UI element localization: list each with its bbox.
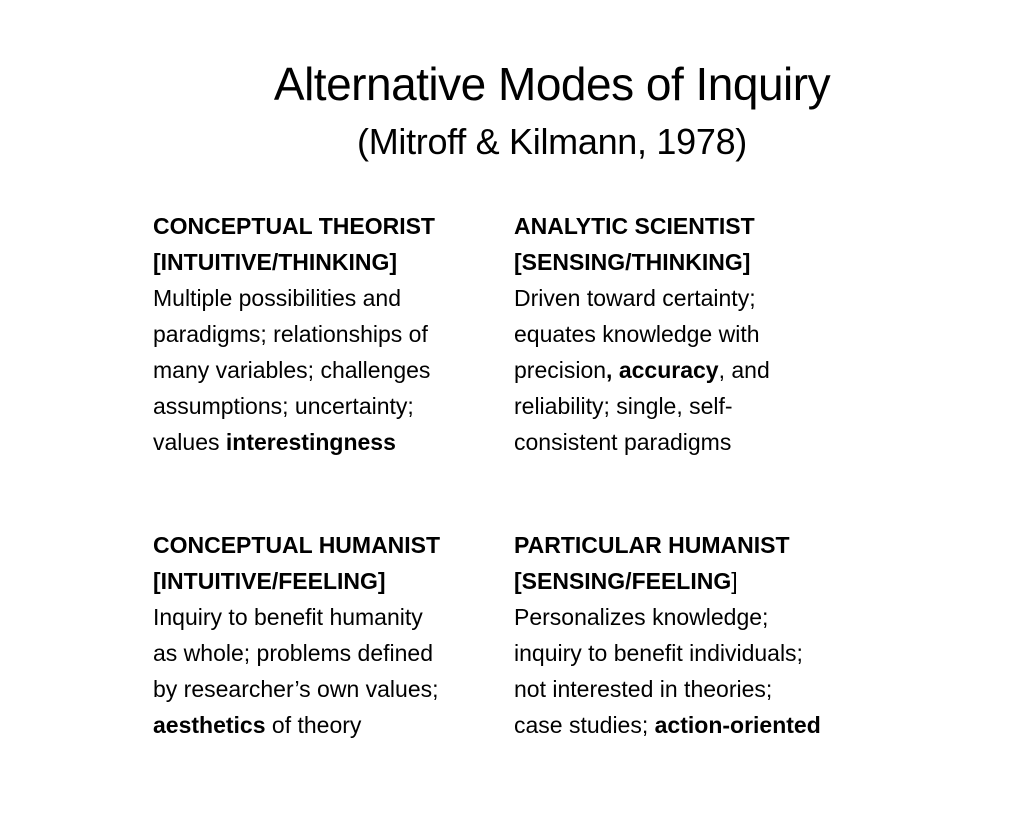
body-line-suffix: of theory [265,712,362,738]
body-line: many variables; challenges [153,357,431,383]
quadrant-type: [INTUITIVE/FEELING] [153,568,386,594]
body-emphasis: , accuracy [606,357,719,383]
type-close-bracket: ] [731,568,738,594]
quadrant-analytic-scientist [514,208,874,460]
quadrant-heading: ANALYTIC SCIENTIST [514,213,755,239]
body-line: reliability; single, self- [514,393,733,419]
body-line: inquiry to benefit individuals; [514,640,803,666]
quadrant-heading: CONCEPTUAL HUMANIST [153,532,441,558]
body-line: by researcher’s own values; [153,676,439,702]
quadrant-type: [SENSING/THINKING] [514,249,751,275]
body-emphasis: interestingness [225,429,396,455]
title-main: Alternative Modes of Inquiry [273,58,831,110]
quadrant-conceptual-theorist [153,208,513,460]
body-line: equates knowledge with [514,321,760,347]
body-line: Personalizes knowledge; [514,604,769,630]
body-line: Multiple possibilities and [153,285,402,311]
body-emphasis: action-oriented [654,712,821,738]
body-emphasis: aesthetics [153,712,266,738]
body-line: not interested in theories; [514,676,773,702]
body-line: as whole; problems defined [153,640,433,666]
slide-title [0,52,1024,168]
quadrant-body [153,599,513,743]
body-line: assumptions; uncertainty; [153,393,414,419]
body-line-suffix: , and [718,357,770,383]
body-line: paradigms; relationships of [153,321,428,347]
body-line: Inquiry to benefit humanity [153,604,423,630]
body-line-prefix: values [153,429,226,455]
body-line: Driven toward certainty; [514,285,756,311]
body-line-prefix: precision [514,357,607,383]
quadrant-conceptual-humanist [153,527,513,743]
title-subtitle: (Mitroff & Kilmann, 1978) [357,121,747,162]
quadrant-type: [INTUITIVE/THINKING] [153,249,398,275]
type-label: [SENSING/FEELING [514,568,732,594]
quadrant-type [514,563,874,599]
quadrant-body [514,599,874,743]
quadrant-particular-humanist [514,527,874,743]
quadrant-heading: PARTICULAR HUMANIST [514,532,790,558]
quadrant-heading: CONCEPTUAL THEORIST [153,213,435,239]
quadrant-body [153,280,513,460]
quadrant-body [514,280,874,460]
body-line: consistent paradigms [514,429,732,455]
body-line-prefix: case studies; [514,712,655,738]
